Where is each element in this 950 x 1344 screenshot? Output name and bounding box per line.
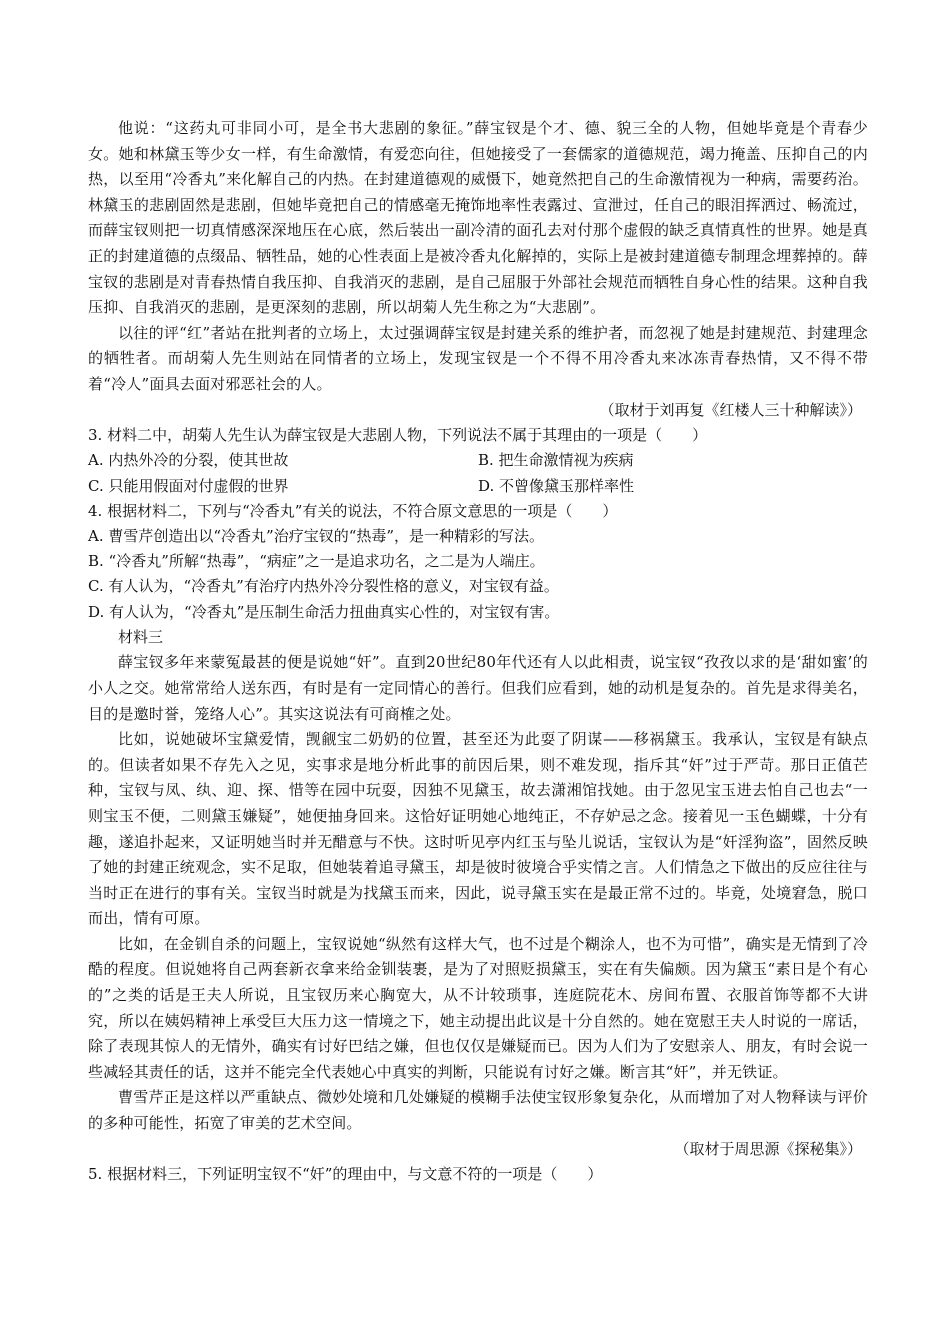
question-4 xyxy=(88,499,868,625)
question-stem: 5. 根据材料三，下列证明宝钗不“奸”的理由中，与文意不符的一项是（ ） xyxy=(88,1165,603,1184)
paragraph: 曹雪芹正是这样以严重缺点、微妙处境和几处嫌疑的模糊手法使宝钗形象复杂化，从而增加了对人物释读与评价的多种可能性，拓宽了审美的艺术空间。 xyxy=(88,1088,868,1133)
option-b: B. “冷香丸”所解“热毒”，“病症”之一是追求功名，之二是为人端庄。 xyxy=(88,552,545,571)
source-citation: （取材于周思源《探秘集》） xyxy=(674,1139,862,1158)
option-c: C. 有人认为，“冷香丸”有治疗内热外冷分裂性格的意义，对宝钗有益。 xyxy=(88,577,559,596)
option-c: C. 只能用假面对付虚假的世界 xyxy=(88,476,289,495)
paragraph: 比如，在金钏自杀的问题上，宝钗说她“纵然有这样大气，也不过是个糊涂人，也不为可惜”，确实是无情到了冷酷的程度。但说她将自己两套新衣拿来给金钏装裹，是为了对照贬损黛玉，实在有失偏颇。因为黛玉“素日是个有心的”之类的话是王夫人所说，且宝钗历来心胸宽大，从不计较琐事，连庭院花木、房间布置、衣服首饰等都不大讲究，所以在姨妈精神上承受巨大压力这一情境之下，她主动提出此议是十分自然的。她在宽慰王夫人时说的一席话，除了表现其惊人的无情外，确实有讨好巴结之嫌，但也仅仅是嫌疑而已。因为人们为了安慰亲人、朋友，有时会说一些减轻其责任的话，这并不能完全代表她心中真实的判断，只能说有讨好之嫌。断言其“奸”，并无铁证。 xyxy=(88,934,868,1081)
paragraph: 他说：“这药丸可非同小可，是全书大悲剧的象征。”薛宝钗是个才、德、貌三全的人物，但她毕竟是个青春少女。她和林黛玉等少女一样，有生命激情，有爱恋向往，但她接受了一套儒家的道德规范，竭力掩盖、压抑自己的内热，以至用“冷香丸”来化解自己的内热。在封建道德观的威慑下，她竟然把自己的生命激情视为一种病，需要药治。林黛玉的悲剧固然是悲剧，但她毕竟把自己的情感毫无掩饰地率性表露过、宣泄过，任自己的眼泪挥洒过、畅流过，而薛宝钗则把一切真情感深深地压在心底，然后装出一副冷清的面孔去对付那个虚假的缺乏真情真性的世界。她是真正的封建道德的点缀品、牺牲品，她的心性表面上是被冷香丸化解掉的，实际上是被封建道德专制理念埋葬掉的。薛宝钗的悲剧是对青春热情自我压抑、自我消灭的悲剧，是自己屈服于外部社会规范而牺牲自身心性的结果。这种自我压抑、自我消灭的悲剧，是更深刻的悲剧，所以胡菊人先生称之为“大悲剧”。 xyxy=(88,119,868,317)
option-a: A. 曹雪芹创造出以“冷香丸”治疗宝钗的“热毒”，是一种精彩的写法。 xyxy=(88,526,545,545)
material-two xyxy=(88,116,868,423)
source-citation: （取材于刘再复《红楼人三十种解读》） xyxy=(599,400,862,419)
exam-page xyxy=(88,116,868,1187)
question-3 xyxy=(88,423,868,499)
paragraph: 比如，说她破坏宝黛爱情，觊觎宝二奶奶的位置，甚至还为此耍了阴谋——移祸黛玉。我承认，宝钗是有缺点的。但读者如果不存先入之见，实事求是地分析此事的前因后果，则不难发现，指斥其“奸”过于严苛。那日正值芒种，宝钗与凤、纨、迎、探、惜等在园中玩耍，因独不见黛玉，故去潇湘馆找她。由于忽见宝玉进去怕自己也去“一则宝玉不便，二则黛玉嫌疑”，她便抽身回来。这恰好证明她心地纯正，不存妒忌之念。接着见一玉色蝴蝶，十分有趣，遂追扑起来，又证明她当时并无醋意与不快。这时听见亭内红玉与坠儿说话，宝钗认为是“奸淫狗盗”，固然反映了她的封建正统观念，实不足取，但她装着追寻黛玉，却是彼时彼境合乎实情之言。人们情急之下做出的反应往往与当时正在进行的事有关。宝钗当时就是为找黛玉而来，因此，说寻黛玉实在是最正常不过的。毕竟，处境窘急，脱口而出，情有可原。 xyxy=(88,730,868,928)
option-b: B. 把生命激情视为疾病 xyxy=(478,451,634,470)
material-three xyxy=(88,625,868,1162)
question-stem: 3. 材料二中，胡菊人先生认为薛宝钗是大悲剧人物，下列说法不属于其理由的一项是（ ） xyxy=(88,426,708,445)
question-5 xyxy=(88,1162,868,1187)
paragraph: 以往的评“红”者站在批判者的立场上，太过强调薛宝钗是封建关系的维护者，而忽视了她是封建规范、封建理念的牺牲者。而胡菊人先生则站在同情者的立场上，发现宝钗是一个不得不用冷香丸来冰冻青春热情，又不得不带着“冷人”面具去面对邪恶社会的人。 xyxy=(88,323,868,393)
material-heading: 材料三 xyxy=(118,627,164,646)
option-d: D. 不曾像黛玉那样率性 xyxy=(478,476,635,495)
option-d: D. 有人认为，“冷香丸”是压制生命活力扭曲真实心性的，对宝钗有害。 xyxy=(88,602,560,621)
option-a: A. 内热外冷的分裂，使其世故 xyxy=(88,451,289,470)
paragraph: 薛宝钗多年来蒙冤最甚的便是说她“奸”。直到20世纪80年代还有人以此相责，说宝钗“孜孜以求的是‘甜如蜜’的小人之交。她常常给人送东西，有时是有一定同情心的善行。但我们应看到，她的动机是复杂的。首先是求得美名，目的是邀时誉，笼络人心”。其实这说法有可商榷之处。 xyxy=(88,653,868,723)
question-stem: 4. 根据材料二，下列与“冷香丸”有关的说法，不符合原文意思的一项是（ ） xyxy=(88,501,618,520)
